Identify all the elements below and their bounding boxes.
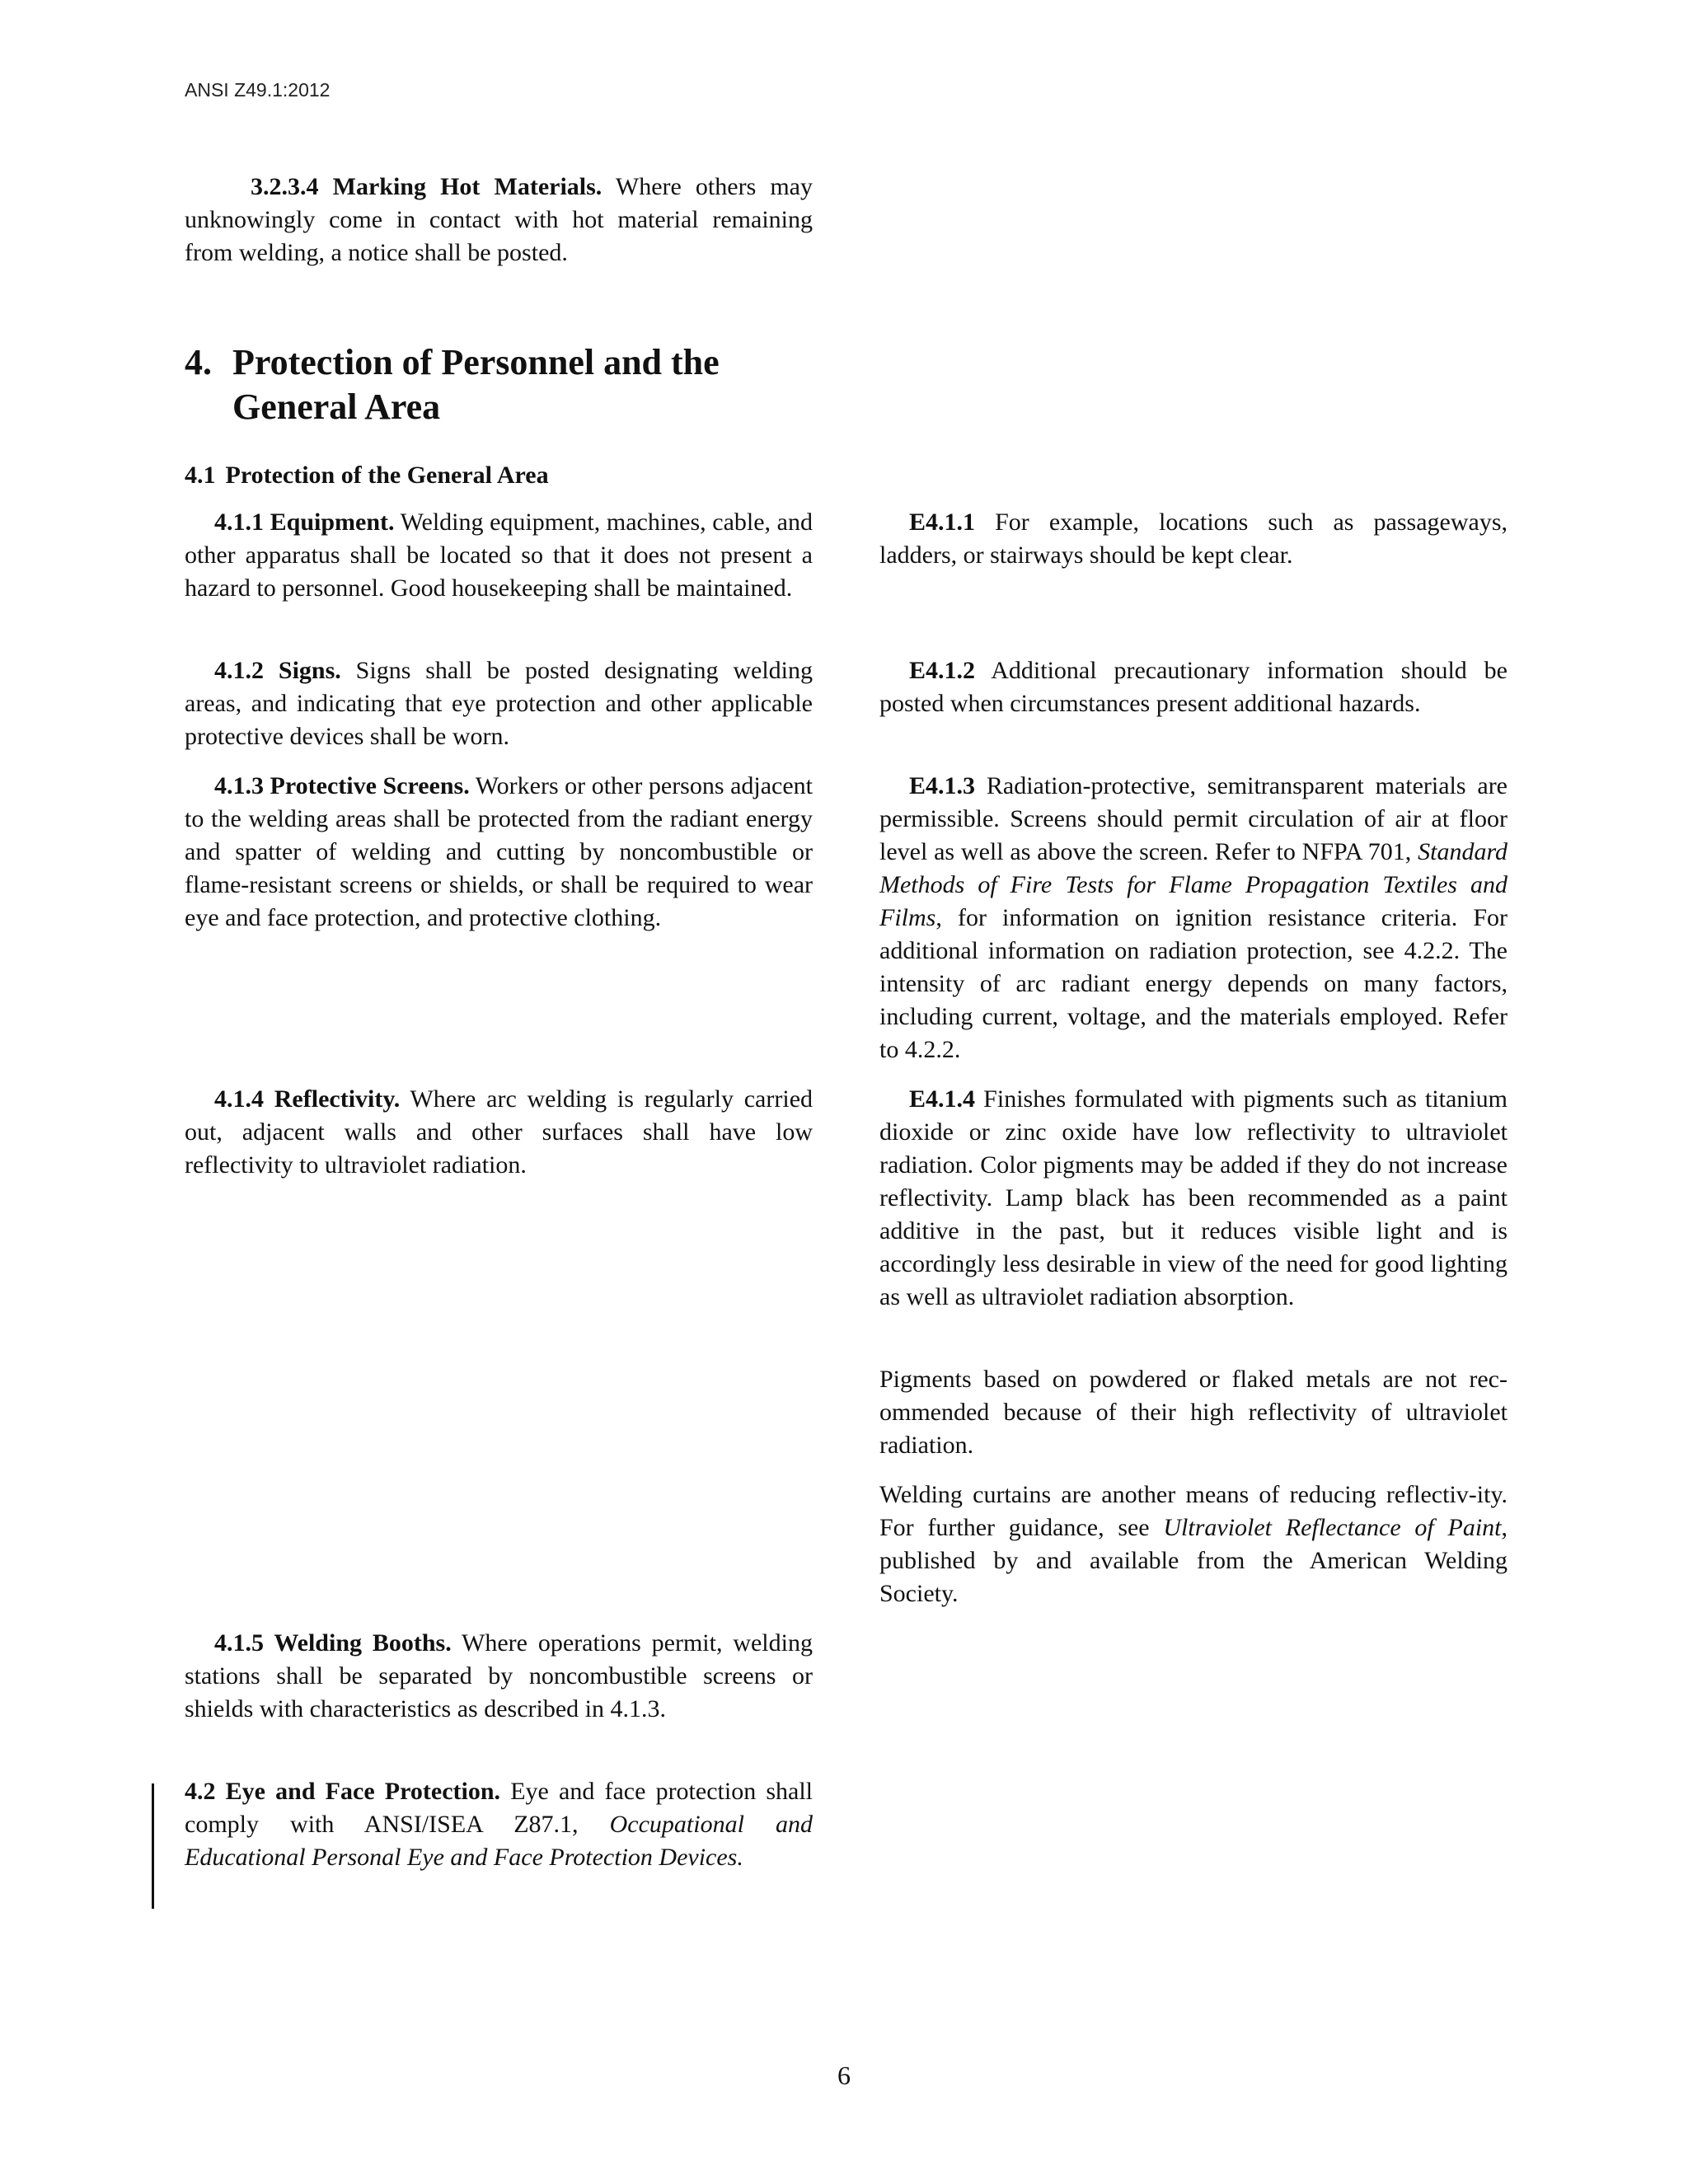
referenced-title: Standard Methods of Fire Tests for Flame Propagation Textiles and Films: [879, 838, 1508, 931]
explanatory-e4-1-3: [879, 770, 1507, 1066]
clause-text: Workers or other persons adjacent to the welding areas shall be protected from the radiant energy and spatter of welding and cutting by noncombustible or flame-resistant screens or shields, or shall be required to wear eye and face protection, and protective clothing.: [185, 772, 814, 931]
para-4-1-3: [185, 770, 813, 935]
explanatory-text: Additional precautionary information should be posted when circumstances present additional hazards.: [879, 657, 1507, 717]
explanatory-e4-1-4-para2: Pigments based on powdered or flaked metals are not rec-ommended because of their high reflectivity of ultraviolet radiation.: [879, 1366, 1507, 1459]
clause-number: 4.1.2: [214, 657, 264, 684]
explanatory-number: E4.1.2: [909, 657, 976, 684]
para-4-1-5: [185, 1627, 813, 1726]
explanatory-number: E4.1.3: [909, 772, 976, 799]
para-4-1-2: [185, 654, 813, 753]
explanatory-text: For example, locations such as passageways, ladders, or stairways should be kept clear.: [879, 509, 1507, 569]
section-4-1-heading: [185, 459, 549, 492]
running-head: ANSI Z49.1:2012: [185, 79, 331, 101]
clause-title: Equipment.: [270, 509, 395, 536]
clause-title: Eye and Face Protection.: [225, 1778, 501, 1805]
clause-number: 3.2.3.4: [251, 173, 319, 200]
explanatory-e4-1-2: [879, 654, 1507, 720]
referenced-title: Ultraviolet Reflectance of Paint: [1163, 1514, 1502, 1541]
para-4-2: [185, 1775, 813, 1874]
clause-text: Where arc welding is regularly carried out, adjacent walls and other surfaces shall have low reflectivity to ultraviolet radiation.: [185, 1085, 814, 1179]
section-number: 4.: [185, 342, 212, 382]
para-4-1-4: [185, 1083, 813, 1182]
clause-text: Welding equipment, machines, cable, and other apparatus shall be located so that it does not present a hazard to personnel. Good housekeeping shall be maintained.: [185, 509, 813, 602]
clause-title: Protective Screens.: [270, 772, 470, 799]
explanatory-number: E4.1.4: [909, 1085, 976, 1113]
clause-title: Welding Booths.: [274, 1629, 452, 1657]
section-4-heading: [185, 340, 720, 429]
explanatory-number: E4.1.1: [909, 509, 976, 536]
clause-title: Signs.: [278, 657, 341, 684]
explanatory-text-cont: , published by and available from the American Welding Society.: [879, 1514, 1507, 1607]
explanatory-text: Welding curtains are another means of reducing reflectiv-ity. For further guidance, see: [879, 1481, 1507, 1541]
clause-number: 4.1.1: [214, 509, 264, 536]
clause-text: Signs shall be posted designating welding areas, and indicating that eye protection and other applicable protective devices shall be worn.: [185, 657, 814, 750]
explanatory-text: Finishes formulated with pigments such as titanium dioxide or zinc oxide have low reflectivity to ultraviolet radiation. Color pigments may be added if they do not increase reflectivity. Lamp black has been recommended as a paint additive in the past, but it reduces visible light and is accordingly less desirable in view of the need for good lighting as well as ultraviolet radiation absorption.: [879, 1085, 1508, 1310]
explanatory-e4-1-4-para3: [879, 1479, 1507, 1610]
para-3-2-3-4: [185, 171, 813, 269]
clause-number: 4.1.4: [214, 1085, 264, 1113]
change-bar: [152, 1783, 154, 1909]
clause-number: 4.1.3: [214, 772, 264, 799]
subsection-title: Protection of the General Area: [225, 462, 549, 489]
page-number: 6: [837, 2060, 851, 2090]
clause-title: Marking Hot Materials.: [332, 173, 603, 200]
explanatory-e4-1-1: [879, 506, 1507, 572]
clause-text: Where others may unknowingly come in contact with hot material remaining from welding, a notice shall be posted.: [185, 173, 814, 266]
clause-number: 4.1.5: [214, 1629, 264, 1657]
clause-title: Reflectivity.: [274, 1085, 401, 1113]
clause-text: Eye and face protection shall comply with ANSI/ISEA Z87.1,: [185, 1778, 814, 1838]
clause-text: Where operations permit, welding stations shall be separated by noncombustible screens or shields with characteristics as described in 4.1.3.: [185, 1629, 813, 1722]
explanatory-e4-1-4: [879, 1083, 1507, 1314]
section-title-line2: General Area: [232, 387, 441, 427]
subsection-number: 4.1: [185, 462, 216, 489]
clause-number: 4.2: [185, 1778, 216, 1805]
section-title-line1: Protection of Personnel and the: [232, 342, 720, 382]
explanatory-text: Radiation-protective, semitransparent materials are permissible. Screens should permit circulation of air at floor level as well as above the screen. Refer to NFPA 701,: [879, 772, 1507, 865]
para-4-1-1: [185, 506, 813, 605]
referenced-title: Occupational and Educational Personal Eye and Face Protection Devices.: [185, 1811, 813, 1871]
explanatory-text-cont: , for information on ignition resistance criteria. For additional information on radiation protection, see 4.2.2. The intensity of arc radiant energy depends on many factors, including current, voltage, and the materials employed. Refer to 4.2.2.: [879, 904, 1507, 1063]
